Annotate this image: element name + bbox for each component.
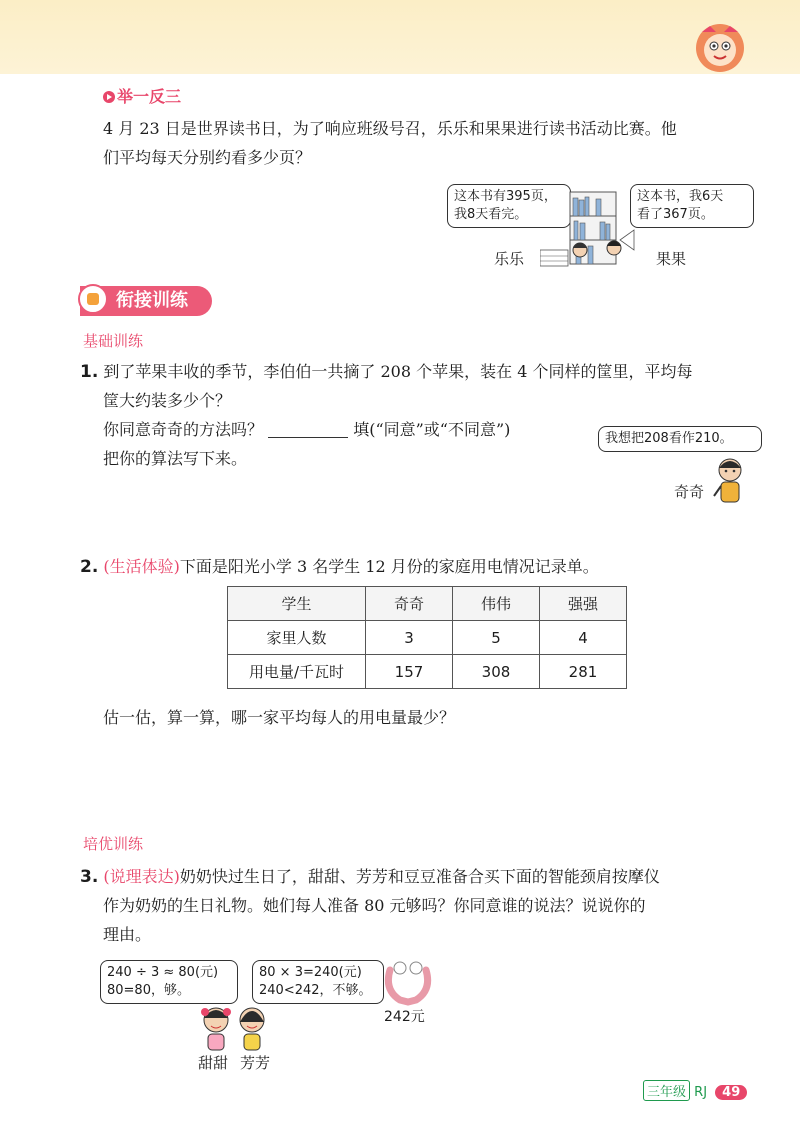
table-header-cell: 奇奇 <box>366 587 453 621</box>
table-header-cell: 学生 <box>228 587 366 621</box>
table-cell: 家里人数 <box>228 621 366 655</box>
name-label-lele: 乐乐 <box>494 250 525 268</box>
name-label-tiantian: 甜甜 <box>198 1054 229 1072</box>
question-number: 1. <box>80 362 99 382</box>
mascot-logo-icon <box>690 18 750 74</box>
neck-massager-icon <box>380 960 436 1006</box>
question-tag: (生活体验) <box>103 557 180 576</box>
question-number: 2. <box>80 557 99 577</box>
question-1: 1. 到了苹果丰收的季节，李伯伯一共摘了 208 个苹果，装在 4 个同样的筐里，平均每 筐大约装多少个？ 你同意奇奇的方法吗？ 填(“同意”或“不同意”) 把你的算法写下来。 <box>80 362 693 468</box>
section-banner: 衔接训练 <box>80 286 212 316</box>
question-text: 到了苹果丰收的季节，李伯伯一共摘了 208 个苹果，装在 4 个同样的筐里，平均每 <box>103 362 693 381</box>
name-label-qiqi: 奇奇 <box>674 483 705 501</box>
table-cell: 用电量/千瓦时 <box>228 655 366 689</box>
table-cell: 157 <box>366 655 453 689</box>
price-label: 242元 <box>384 1009 425 1025</box>
table-cell: 4 <box>540 621 627 655</box>
girls-illustration <box>196 1004 276 1052</box>
answer-blank[interactable] <box>268 419 348 438</box>
header-band <box>0 0 800 74</box>
question-text: 奶奶快过生日了，甜甜、芳芳和豆豆准备合买下面的智能颈肩按摩仪 <box>179 867 660 886</box>
section-title-practice: 举一反三 <box>103 84 181 107</box>
speech-bubble-qiqi: 我想把208看作210。 <box>598 426 762 452</box>
edition-label: RJ <box>694 1085 708 1100</box>
table-cell: 308 <box>453 655 540 689</box>
name-label-fangfang: 芳芳 <box>240 1054 271 1072</box>
training-icon <box>78 284 108 314</box>
table-cell: 5 <box>453 621 540 655</box>
bookshelf-illustration <box>540 190 635 268</box>
table-header-row <box>228 587 627 621</box>
speech-bubble-fangfang: 80 × 3=240(元) 240<242，不够。 <box>252 960 384 1004</box>
electricity-table <box>227 586 627 689</box>
qiqi-illustration <box>712 456 748 508</box>
speech-bubble-lele: 这本书有395页， 我8天看完。 <box>447 184 571 228</box>
name-label-guoguo: 果果 <box>656 250 687 268</box>
table-header-cell: 强强 <box>540 587 627 621</box>
grade-label: 三年级 <box>643 1080 690 1101</box>
question-text: 下面是阳光小学 3 名学生 12 月份的家庭用电情况记录单。 <box>179 557 599 576</box>
advanced-training-title: 培优训练 <box>83 835 144 853</box>
speech-bubble-guoguo: 这本书，我6天 看了367页。 <box>630 184 754 228</box>
table-header-cell: 伟伟 <box>453 587 540 621</box>
question-3: 3. (说理表达)奶奶快过生日了，甜甜、芳芳和豆豆准备合买下面的智能颈肩按摩仪 作为奶奶的生日礼物。她们每人准备 80 元够吗？你同意谁的说法？说说你的 理由。 <box>80 867 660 944</box>
practice-problem: 4 月 23 日是世界读书日，为了响应班级号召，乐乐和果果进行读书活动比赛。他 们平均每天分别约看多少页？ <box>103 119 677 167</box>
table-row <box>228 655 627 689</box>
table-row <box>228 621 627 655</box>
play-icon <box>103 91 115 103</box>
question-2 <box>80 552 760 582</box>
table-cell: 281 <box>540 655 627 689</box>
question-number: 3. <box>80 867 99 887</box>
basic-training-title: 基础训练 <box>83 332 144 350</box>
page-number: 49 <box>715 1085 747 1100</box>
question-2-prompt: 估一估，算一算，哪一家平均每人的用电量最少？ <box>103 708 456 727</box>
footer-page-info <box>643 1080 753 1100</box>
speech-bubble-tiantian: 240 ÷ 3 ≈ 80(元) 80=80，够。 <box>100 960 238 1004</box>
question-tag: (说理表达) <box>103 867 180 886</box>
table-cell: 3 <box>366 621 453 655</box>
